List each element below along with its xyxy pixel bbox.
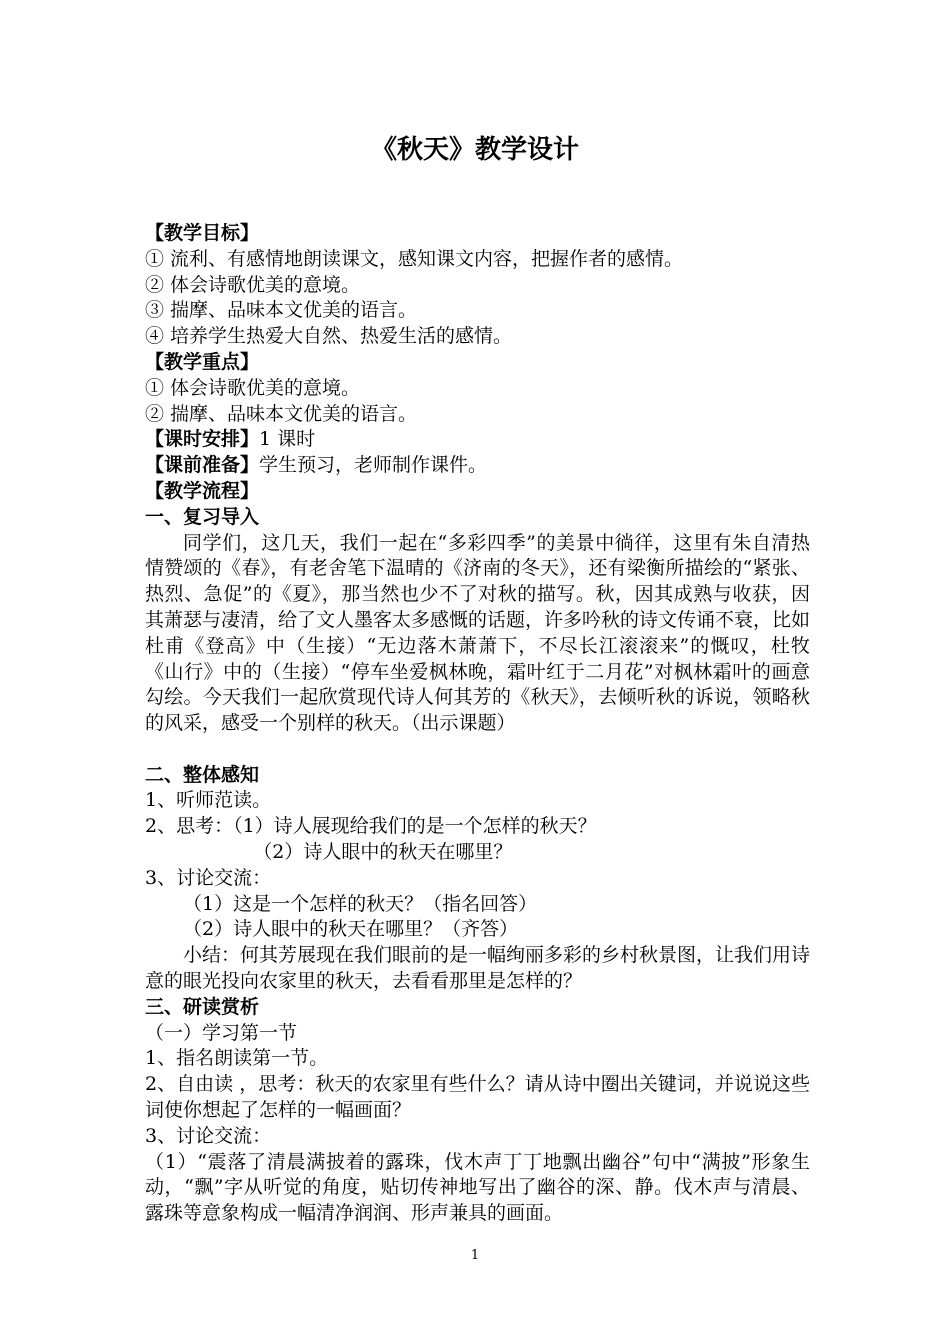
focus-item: ② 揣摩、品味本文优美的语言。 [145,402,418,425]
section1-heading: 一、复习导入 [145,505,260,528]
section2-item: 1、听师范读。 [145,789,272,812]
goals-heading: 【教学目标】 [145,222,260,244]
section2-subitem: （2）诗人眼中的秋天在哪里？ [253,840,513,863]
section2-summary: 小结：何其芳展现在我们眼前的是一幅绚丽多彩的乡村秋景图，让我们用诗意的眼光投向农家里的秋天，去看看那里是怎样的？ [145,944,811,992]
section1-paragraph: 同学们，这几天，我们一起在“多彩四季”的美景中徜徉，这里有朱自清热情赞颂的《春》，有老舍笔下温晴的《济南的冬天》，还有梁衡所描绘的“紧张、热烈、急促”的《夏》，那当然也少不了对秋的描写。秋，因其成熟与收获，因其萧瑟与凄清，给了文人墨客太多感慨的话题，许多吟秋的诗文传诵不衰，比如杜甫《登高》中（生接）“无边落木萧萧下，不尽长江滚滚来”的慨叹，杜牧《山行》中的（生接）“停车坐爱枫林晚，霜叶红于二月花”对枫林霜叶的画意勾绘。今天我们一起欣赏现代诗人何其芳的《秋天》，去倾听秋的诉说，领略秋的风采，感受一个别样的秋天。（出示课题） [145,531,811,735]
page-number: 1 [470,1248,480,1263]
focus-heading: 【教学重点】 [145,350,260,373]
goal-item: ③ 揣摩、品味本文优美的语言。 [145,299,418,322]
flow-heading: 【教学流程】 [145,479,260,502]
schedule-row [145,427,810,453]
section3-item: 1、指名朗读第一节。 [145,1047,329,1070]
section2-heading: 二、整体感知 [145,763,260,786]
section2-item: 2、思考：（1）诗人展现给我们的是一个怎样的秋天？ [145,815,597,838]
goal-item: ④ 培养学生热爱大自然、热爱生活的感情。 [145,325,513,348]
goal-item: ① 流利、有感情地朗读课文，感知课文内容，把握作者的感情。 [145,247,684,270]
document-body [145,221,810,1227]
section3-subitem: （1）“震落了清晨满披着的露珠，伐木声丁丁地飘出幽谷”句中“满披”形象生动，“飘”字从听觉的角度，贴切传神地写出了幽谷的深、静。伐木声与清晨、露珠等意象构成一幅清净润润、形声兼具的画面。 [145,1150,810,1225]
section3-subheading: （一）学习第一节 [145,1021,298,1044]
document-title: 《秋天》教学设计 [370,135,579,165]
goal-item: ② 体会诗歌优美的意境。 [145,273,361,296]
section3-heading: 三、研读赏析 [145,995,260,1018]
prep-value: 学生预习，老师制作课件。 [259,454,488,477]
section2-subitem: （2）诗人眼中的秋天在哪里？（齐答） [183,918,519,941]
section2-item: 3、讨论交流： [145,866,272,889]
schedule-value: 1 课时 [259,428,316,451]
section3-item: 3、讨论交流： [145,1124,272,1147]
schedule-heading: 【课时安排】 [145,428,260,451]
focus-item: ① 体会诗歌优美的意境。 [145,376,361,399]
prep-heading: 【课前准备】 [145,454,260,477]
prep-row [145,453,810,479]
section2-subitem: （1）这是一个怎样的秋天？（指名回答） [183,892,538,915]
section3-item: 2、自由读 ，思考：秋天的农家里有些什么？请从诗中圈出关键词，并说说这些词使你想起了怎样的一幅画面？ [145,1073,810,1121]
